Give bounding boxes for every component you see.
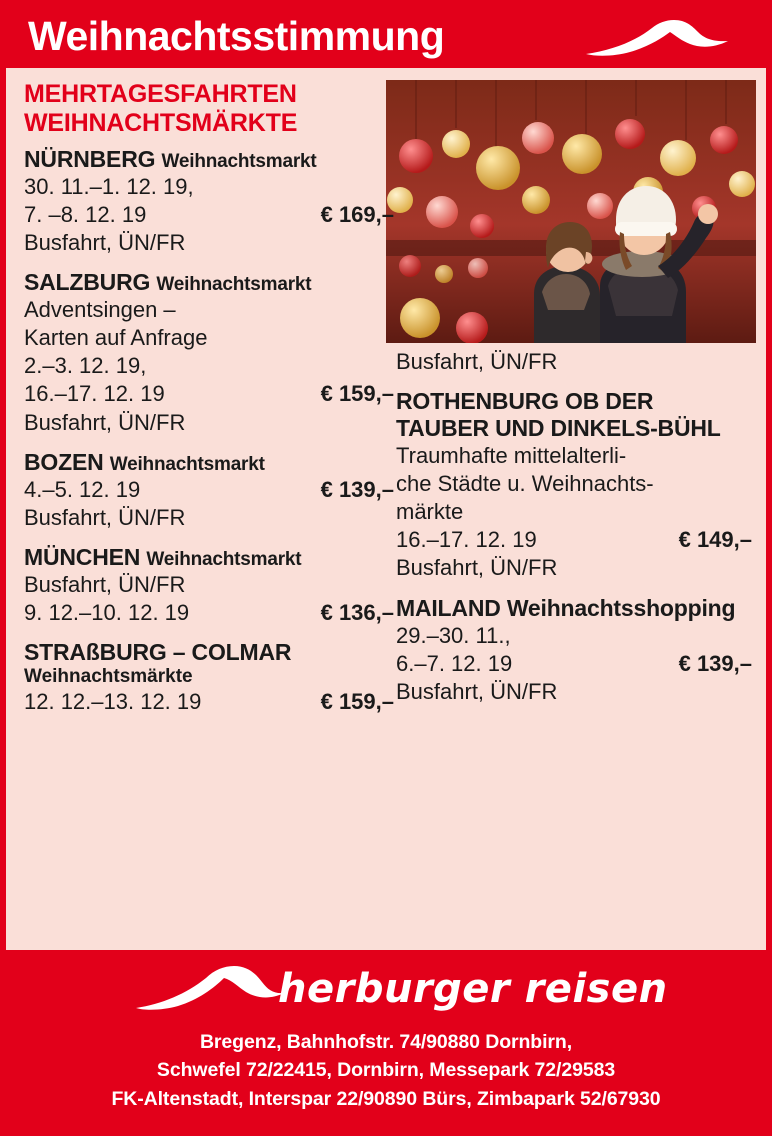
address-line-3: FK-Altenstadt, Interspar 22/90890 Bürs, Zimbapark 52/67930 <box>111 1087 661 1110</box>
offer-dates: 6.–7. 12. 19 <box>396 651 513 677</box>
kicker-line-1: MEHRTAGESFAHRTEN <box>24 80 297 108</box>
offer-line <box>24 409 396 437</box>
offer-subtitle: Weihnachtsmarkt <box>109 453 265 475</box>
offer-services-continued: Busfahrt, ÜN/FR <box>396 349 558 374</box>
offer-city: NÜRNBERG <box>24 146 156 172</box>
offer-mailand <box>396 595 752 706</box>
offer-subtitle: Weihnachtsmarkt <box>146 548 302 570</box>
offer-dates: 12. 12.–13. 12. 19 <box>24 689 202 715</box>
seagull-icon <box>134 962 284 1014</box>
offer-muenchen <box>24 545 396 627</box>
offer-line <box>24 688 396 716</box>
offer-price: € 159,– <box>320 381 394 407</box>
offer-line <box>24 504 396 532</box>
offer-services: Busfahrt, ÜN/FR <box>24 504 186 530</box>
offer-line <box>24 380 396 408</box>
offer-subtitle: Weihnachtsmarkt <box>161 151 317 172</box>
offer-line <box>24 571 396 599</box>
offer-dates: 7. –8. 12. 19 <box>24 201 147 227</box>
offer-price: € 139,– <box>678 651 752 677</box>
offer-services: Busfahrt, ÜN/FR <box>24 571 186 597</box>
offer-note: che Städte u. Weihnachts- <box>396 470 654 496</box>
offer-strassburg-colmar <box>24 640 396 717</box>
offer-price: € 159,– <box>320 689 394 715</box>
seagull-icon <box>582 14 732 62</box>
offer-dates: 4.–5. 12. 19 <box>24 476 141 502</box>
offer-title <box>24 545 396 571</box>
content-area <box>6 68 766 956</box>
offer-line <box>24 229 396 257</box>
offer-line <box>396 470 752 498</box>
offer-line <box>396 526 752 554</box>
offer-line <box>396 622 752 650</box>
offer-price: € 169,– <box>320 201 394 227</box>
offer-line <box>24 476 396 504</box>
offer-subtitle: Weihnachtsmarkt <box>156 274 312 296</box>
left-column <box>24 78 396 730</box>
offer-dates: 16.–17. 12. 19 <box>24 381 165 407</box>
right-column <box>396 348 752 719</box>
offer-line <box>24 324 396 352</box>
address-block <box>6 1028 766 1113</box>
address-line-1: Bregenz, Bahnhofstr. 74/90880 Dornbirn, <box>199 1031 573 1053</box>
offer-note: märkte <box>396 498 464 524</box>
offer-city: STRAßBURG – COLMAR <box>24 638 292 665</box>
brand-name: herburger reisen <box>278 966 668 1012</box>
offer-title <box>24 270 396 296</box>
offer-line <box>396 442 752 470</box>
columns <box>24 78 752 730</box>
offer-price: € 139,– <box>320 476 394 502</box>
offer-line <box>24 296 396 324</box>
offer-line <box>396 678 752 706</box>
offer-services: Busfahrt, ÜN/FR <box>396 555 558 581</box>
offer-note: Karten auf Anfrage <box>24 325 208 351</box>
offer-title <box>24 640 396 666</box>
offer-city: SALZBURG <box>24 269 151 296</box>
offer-note: Adventsingen – <box>24 296 176 322</box>
offer-dates: 9. 12.–10. 12. 19 <box>24 599 190 625</box>
offer-services: Busfahrt, ÜN/FR <box>24 409 186 435</box>
offer-salzburg <box>24 270 396 437</box>
offer-line <box>396 650 752 678</box>
offer-bozen <box>24 450 396 532</box>
offer-price: € 136,– <box>320 599 394 625</box>
kicker-line-2: WEIHNACHTSMÄRKTE <box>24 108 298 137</box>
offer-line <box>24 352 396 380</box>
offer-dates: 30. 11.–1. 12. 19, <box>24 173 194 199</box>
address-line-2: Schwefel 72/22415, Dornbirn, Messepark 72/29583 <box>156 1059 616 1082</box>
offer-nuernberg <box>24 147 396 257</box>
header-banner <box>6 6 766 68</box>
page-title: Weihnachtsstimmung <box>28 12 445 59</box>
section-kicker <box>24 80 396 137</box>
footer-banner <box>6 950 766 1130</box>
offer-price: € 149,– <box>678 526 752 552</box>
offer-city: BOZEN <box>24 448 104 475</box>
offer-city: MÜNCHEN <box>24 543 141 570</box>
offer-line <box>24 173 396 201</box>
offer-note: Traumhafte mittelalterli- <box>396 442 627 468</box>
offer-services: Busfahrt, ÜN/FR <box>396 679 558 705</box>
offer-title <box>24 147 396 173</box>
offer-dates: 29.–30. 11., <box>396 622 511 648</box>
offer-dates: 16.–17. 12. 19 <box>396 526 537 552</box>
offer-title <box>24 450 396 476</box>
offer-line <box>396 554 752 582</box>
offer-rothenburg-dinkelsbuehl <box>396 388 752 582</box>
offer-title: MAILAND Weihnachtsshopping <box>396 595 736 622</box>
offer-line <box>396 498 752 526</box>
offer-line <box>24 599 396 627</box>
offer-title: ROTHENBURG OB DER TAUBER UND DINKELS-BÜHL <box>396 388 721 441</box>
offer-subtitle: Weihnachtsmärkte <box>24 665 193 687</box>
offer-line <box>24 201 396 229</box>
offer-dates: 2.–3. 12. 19, <box>24 353 147 379</box>
offer-services: Busfahrt, ÜN/FR <box>24 230 186 256</box>
brand-logo <box>6 956 766 1028</box>
